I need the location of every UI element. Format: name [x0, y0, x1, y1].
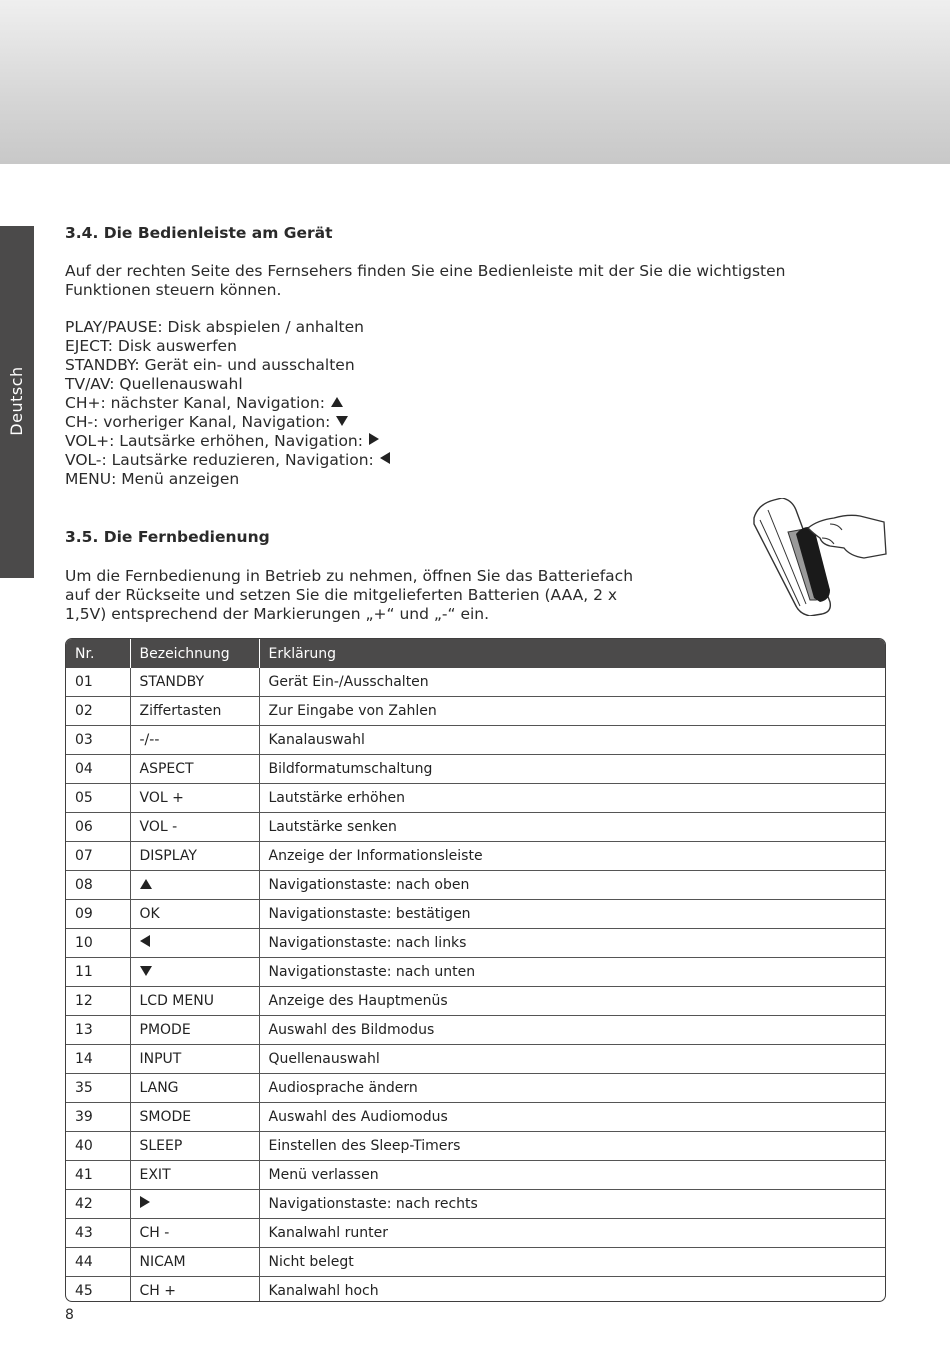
cell-erklaerung: Anzeige der Informationsleiste [259, 842, 885, 871]
table-header-row [66, 639, 885, 668]
list-item: VOL-: Lautsärke reduzieren, Navigation: [65, 451, 390, 470]
list-item: PLAY/PAUSE: Disk abspielen / anhalten [65, 318, 364, 336]
cell-erklaerung: Gerät Ein-/Ausschalten [268, 674, 429, 690]
table-row [66, 1248, 885, 1277]
triangle-up-icon [331, 397, 343, 407]
triangle-left-icon [140, 935, 150, 947]
table-row [66, 987, 885, 1016]
cell-bezeichnung: NICAM [130, 1248, 259, 1277]
table-row [66, 697, 885, 726]
cell-nr: 08 [66, 871, 130, 900]
cell-bezeichnung: INPUT [130, 1045, 259, 1074]
cell-nr: 14 [66, 1045, 130, 1074]
cell-bezeichnung: PMODE [130, 1016, 259, 1045]
page-number: 8 [65, 1307, 74, 1323]
cell-nr: 45 [66, 1277, 130, 1303]
cell-nr: 03 [66, 726, 130, 755]
triangle-down-icon [140, 966, 152, 976]
list-item: EJECT: Disk auswerfen [65, 337, 237, 355]
table-row [66, 755, 885, 784]
cell-nr: 13 [66, 1016, 130, 1045]
cell-erklaerung: Kanalauswahl [259, 726, 885, 755]
cell-bezeichnung [130, 929, 259, 958]
cell-bezeichnung [130, 1190, 259, 1219]
header-bezeichnung: Bezeichnung [130, 639, 259, 668]
cell-bezeichnung: EXIT [130, 1161, 259, 1190]
table-row [66, 1016, 885, 1045]
cell-bezeichnung: VOL + [130, 784, 259, 813]
table-row [66, 842, 885, 871]
cell-nr: 06 [66, 813, 130, 842]
cell-erklaerung: Bildformatumschaltung [259, 755, 885, 784]
cell-bezeichnung: STANDBY [130, 668, 259, 697]
triangle-left-icon [380, 452, 390, 464]
cell-nr: 10 [66, 929, 130, 958]
cell-nr: 40 [66, 1132, 130, 1161]
cell-erklaerung: Lautstärke senken [259, 813, 885, 842]
table-row [66, 1161, 885, 1190]
cell-bezeichnung [130, 958, 259, 987]
list-item: VOL+: Lautsärke erhöhen, Navigation: [65, 432, 390, 451]
cell-erklaerung: Audiosprache ändern [259, 1074, 885, 1103]
cell-erklaerung: Navigationstaste: nach rechts [259, 1190, 885, 1219]
cell-nr: 11 [66, 958, 130, 987]
list-item: CH-: vorheriger Kanal, Navigation: [65, 413, 390, 432]
cell-bezeichnung: SLEEP [130, 1132, 259, 1161]
cell-nr: 35 [66, 1074, 130, 1103]
header-erklaerung: Erklärung [259, 639, 885, 668]
cell-nr: 39 [66, 1103, 130, 1132]
table-row [66, 813, 885, 842]
list-item: TV/AV: Quellenauswahl [65, 375, 243, 393]
cell-bezeichnung: Ziffertasten [130, 697, 259, 726]
cell-erklaerung: Menü verlassen [259, 1161, 885, 1190]
cell-nr: 42 [66, 1190, 130, 1219]
cell-erklaerung: Zur Eingabe von Zahlen [259, 697, 885, 726]
cell-erklaerung: Lautstärke erhöhen [259, 784, 885, 813]
header-band [0, 0, 950, 164]
cell-nr: 44 [66, 1248, 130, 1277]
cell-erklaerung: Navigationstaste: bestätigen [259, 900, 885, 929]
table-row [66, 1132, 885, 1161]
triangle-right-icon [369, 433, 379, 445]
cell-nr: 01 [66, 668, 130, 697]
table-row [66, 1277, 885, 1303]
cell-bezeichnung: LANG [130, 1074, 259, 1103]
cell-bezeichnung: ASPECT [130, 755, 259, 784]
cell-nr: 41 [66, 1161, 130, 1190]
intro-line-1: Auf der rechten Seite des Fernsehers finden Sie eine Bedienleiste mit der Sie die wichtigsten [65, 262, 786, 280]
table-row [66, 871, 885, 900]
cell-bezeichnung: SMODE [130, 1103, 259, 1132]
battery-line-3: 1,5V) entsprechend der Markierungen „+“ und „-“ ein. [65, 605, 490, 623]
cell-erklaerung: Anzeige des Hauptmenüs [259, 987, 885, 1016]
table-row [66, 900, 885, 929]
table-row [66, 1103, 885, 1132]
table-row [66, 1219, 885, 1248]
list-item: STANDBY: Gerät ein- und ausschalten [65, 356, 355, 374]
table-row [66, 726, 885, 755]
header-nr: Nr. [66, 639, 130, 668]
cell-nr: 04 [66, 755, 130, 784]
cell-bezeichnung: OK [130, 900, 259, 929]
remote-button-table [65, 638, 886, 1302]
cell-erklaerung: Kanalwahl runter [259, 1219, 885, 1248]
cell-bezeichnung: CH - [130, 1219, 259, 1248]
cell-bezeichnung: -/-- [130, 726, 259, 755]
cell-nr: 09 [66, 900, 130, 929]
cell-erklaerung: Auswahl des Audiomodus [259, 1103, 885, 1132]
cell-erklaerung: Kanalwahl hoch [259, 1277, 885, 1303]
table-row [66, 784, 885, 813]
cell-erklaerung: Quellenauswahl [259, 1045, 885, 1074]
table-row [66, 668, 885, 697]
control-panel-list [65, 318, 390, 489]
cell-nr: 43 [66, 1219, 130, 1248]
list-item: CH+: nächster Kanal, Navigation: [65, 394, 390, 413]
cell-erklaerung: Navigationstaste: nach oben [259, 871, 885, 900]
cell-bezeichnung: DISPLAY [130, 842, 259, 871]
cell-erklaerung: Nicht belegt [259, 1248, 885, 1277]
remote-battery-illustration [752, 498, 890, 616]
triangle-right-icon [140, 1196, 150, 1208]
section-heading-fernbedienung: 3.5. Die Fernbedienung [65, 528, 270, 546]
triangle-down-icon [336, 416, 348, 426]
battery-line-1: Um die Fernbedienung in Betrieb zu nehmen, öffnen Sie das Batteriefach [65, 567, 634, 585]
table-row [66, 1045, 885, 1074]
cell-bezeichnung: CH + [130, 1277, 259, 1303]
section-heading-bedienleiste: 3.4. Die Bedienleiste am Gerät [65, 224, 333, 242]
cell-bezeichnung: VOL - [130, 813, 259, 842]
table-row [66, 1190, 885, 1219]
cell-bezeichnung [130, 871, 259, 900]
cell-erklaerung: Auswahl des Bildmodus [259, 1016, 885, 1045]
list-item: MENU: Menü anzeigen [65, 470, 240, 488]
intro-line-2: Funktionen steuern können. [65, 281, 282, 299]
triangle-up-icon [140, 879, 152, 889]
cell-erklaerung: Navigationstaste: nach unten [259, 958, 885, 987]
cell-bezeichnung: LCD MENU [130, 987, 259, 1016]
cell-nr: 05 [66, 784, 130, 813]
cell-erklaerung: Navigationstaste: nach links [259, 929, 885, 958]
language-side-label: Deutsch [7, 366, 26, 436]
table-row [66, 958, 885, 987]
cell-erklaerung: Einstellen des Sleep-Timers [259, 1132, 885, 1161]
battery-line-2: auf der Rückseite und setzen Sie die mitgelieferten Batterien (AAA, 2 x [65, 586, 618, 604]
table-row [66, 929, 885, 958]
cell-nr: 07 [66, 842, 130, 871]
cell-nr: 02 [66, 697, 130, 726]
table-row [66, 1074, 885, 1103]
cell-nr: 12 [66, 987, 130, 1016]
